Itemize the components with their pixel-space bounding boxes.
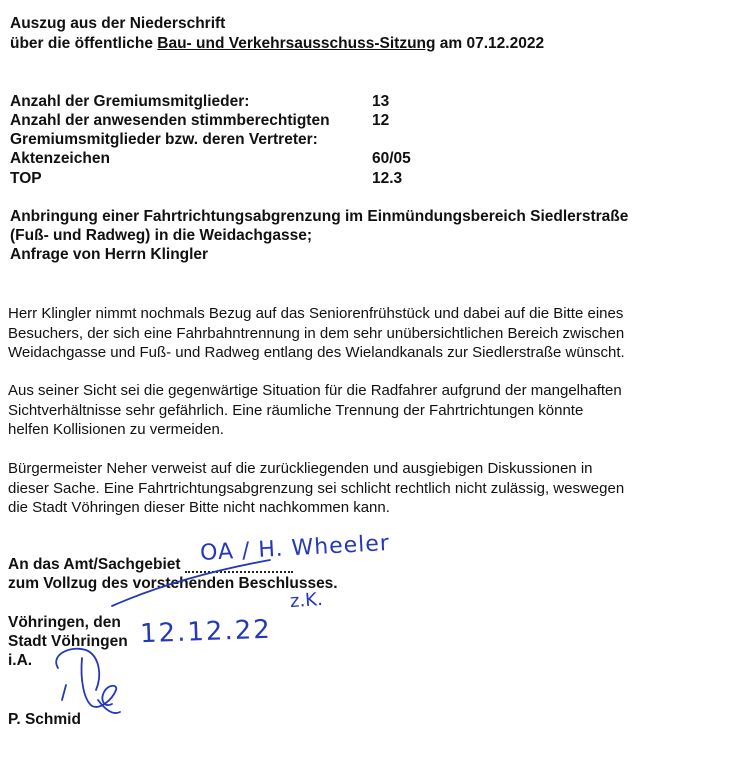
- paragraph-1-line: Weidachgasse und Fuß- und Radweg entlang des Wielandkanals zur Siedlerstraße wünscht.: [8, 344, 625, 361]
- signature-mark: [56, 649, 120, 713]
- header-prefix: über die öffentliche: [10, 35, 158, 52]
- subject-line-2: (Fuß- und Radweg) in die Weidachgasse;: [10, 227, 312, 244]
- vollzug-text: zum Vollzug des vorstehenden Beschlusses.: [8, 575, 338, 592]
- signer-name: P. Schmid: [8, 711, 81, 728]
- fact-value-members: 13: [372, 93, 390, 110]
- paragraph-3-line: Bürgermeister Neher verweist auf die zurückliegenden und ausgiebigen Diskussionen in: [8, 460, 593, 477]
- committee-name: Bau- und Verkehrsausschuss-Sitzung: [157, 35, 436, 52]
- fact-value-file: 60/05: [372, 150, 411, 167]
- amt-label: An das Amt/Sachgebiet: [8, 556, 181, 573]
- paragraph-1-line: Herr Klingler nimmt nochmals Bezug auf das Seniorenfrühstück und dabei auf die Bitte eines: [8, 305, 624, 322]
- paragraph-3-line: die Stadt Vöhringen dieser Bitte nicht nachkommen kann.: [8, 499, 390, 516]
- paragraph-2-line: helfen Kollisionen zu vermeiden.: [8, 421, 224, 438]
- ia-label: i.A.: [8, 652, 33, 669]
- paragraph-1-line: Besuchers, der sich eine Fahrbahntrennung in dem sehr unübersichtlichen Bereich zwischen: [8, 324, 625, 342]
- subject-line-1: Anbringung einer Fahrtrichtungsabgrenzung im Einmündungsbereich Siedlerstraße: [10, 208, 629, 225]
- paragraph-3-line: dieser Sache. Eine Fahrtrichtungsabgrenzung sei schlicht rechtlich nicht zulässig, weswegen: [8, 479, 625, 497]
- subject-line-3: Anfrage von Herrn Klingler: [10, 246, 209, 263]
- fact-value-present: 12: [372, 112, 390, 129]
- city-label: Stadt Vöhringen: [8, 633, 128, 650]
- header-line-1: Auszug aus der Niederschrift: [10, 15, 226, 32]
- amt-dotted-line: [185, 571, 293, 573]
- fact-label-representatives: Gremiumsmitglieder bzw. deren Vertreter:: [10, 131, 318, 148]
- place-date-label: Vöhringen, den: [8, 614, 121, 631]
- paragraph-2: [8, 381, 708, 440]
- fact-label-present: Anzahl der anwesenden stimmberechtigten: [10, 112, 330, 129]
- header-line-2: [10, 34, 544, 53]
- fact-label-file: Aktenzeichen: [10, 150, 110, 167]
- paragraph-1: [8, 304, 708, 363]
- fact-value-top: 12.3: [372, 170, 403, 187]
- handwritten-date: 12.12.22: [139, 614, 273, 650]
- fact-label-members: Anzahl der Gremiumsmitglieder:: [10, 93, 250, 110]
- paragraph-3: [8, 459, 708, 518]
- handwritten-amt: OA / H. Wheeler: [199, 531, 391, 566]
- paragraph-2-line: Aus seiner Sicht sei die gegenwärtige Situation für die Radfahrer aufgrund der mangelhaften: [8, 382, 622, 399]
- fact-label-top: TOP: [10, 170, 42, 187]
- handwritten-zk: z.K.: [289, 588, 324, 613]
- paragraph-2-line: Sichtverhältnisse sehr gefährlich. Eine räumliche Trennung der Fahrtrichtungen könnte: [8, 401, 584, 419]
- meeting-date: am 07.12.2022: [435, 35, 545, 52]
